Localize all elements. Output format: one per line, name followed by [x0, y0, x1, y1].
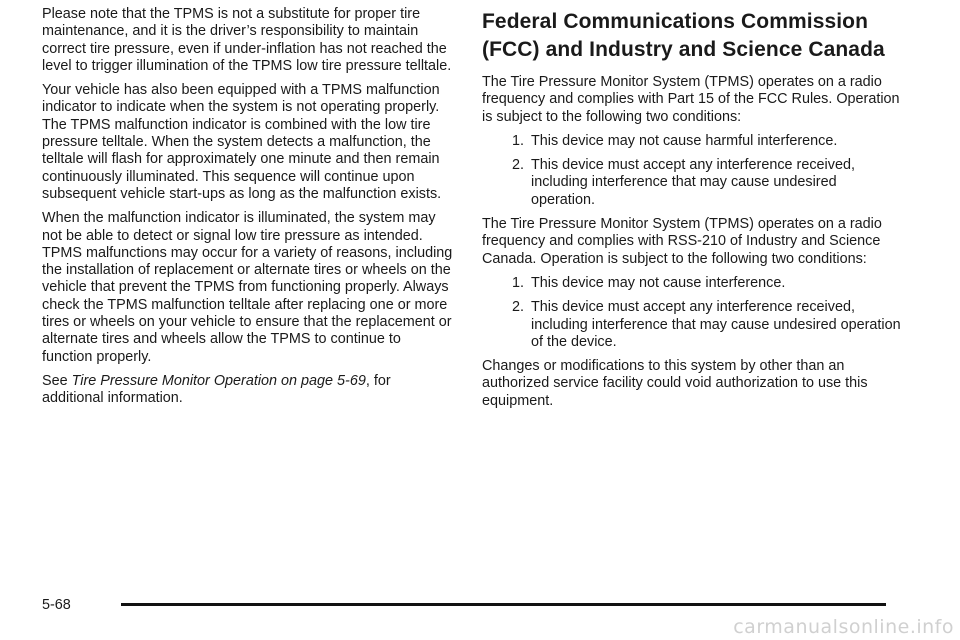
section-heading: Federal Communications Commission (FCC) and Industry and Science Canada: [482, 10, 885, 61]
list-number: 1.: [512, 274, 525, 291]
footer-divider: [121, 603, 886, 606]
paragraph-tpms-not-substitute: Please note that the TPMS is not a substitute for proper tire maintenance, and it is the driver’s responsibility to maintain correct tire pressure, even if under-inflation has not reached the level to trigger illumination of the TPMS low tire pressure telltale.: [42, 6, 452, 74]
list-item-text: This device must accept any interference received, including interference that may cause undesired operation.: [531, 157, 855, 208]
paragraph-malfunction-illuminated: When the malfunction indicator is illuminated, the system may not be able to detect or signal low tire pressure as intended. TPMS malfunctions may occur for a variety of reasons, including the installation of replacement or alternate tires or wheels on the vehicle that prevent the TPMS from functioning properly. Always check the TPMS malfunction telltale after replacing one or more tires or wheels on your vehicle to ensure that the replacement or alternate tires and wheels allow the TPMS to continue to function properly.: [42, 210, 453, 365]
page-number: 5-68: [42, 597, 71, 613]
left-column: [42, 6, 454, 415]
paragraph-modifications: Changes or modifications to this system by other than an authorized service facility could void authorization to use this equipment.: [482, 358, 868, 409]
section-heading-wrap: [482, 8, 902, 64]
list-number: 1.: [512, 132, 525, 149]
see-prefix: See: [42, 372, 72, 389]
list-number: 2.: [512, 157, 525, 174]
see-suffix: , for additional information.: [42, 372, 391, 407]
canada-conditions-list: [482, 275, 902, 351]
watermark-text: carmanualsonline.info: [733, 616, 954, 638]
list-item-text: This device must accept any interference received, including interference that may cause undesired operation of the device.: [531, 299, 901, 350]
list-number: 2.: [512, 299, 525, 316]
fcc-conditions-list: [482, 133, 902, 209]
right-column: [482, 6, 902, 417]
cross-reference-link[interactable]: Tire Pressure Monitor Operation on page 5-69: [71, 372, 366, 389]
paragraph-see-reference: [42, 373, 454, 408]
paragraph-canada-intro: The Tire Pressure Monitor System (TPMS) operates on a radio frequency and complies with RSS-210 of Industry and Science Canada. Operation is subject to the following two conditions:: [482, 216, 882, 267]
list-item: [512, 299, 902, 351]
list-item: [512, 157, 902, 209]
list-item: [512, 275, 902, 292]
list-item: [512, 133, 902, 150]
paragraph-malfunction-indicator: Your vehicle has also been equipped with a TPMS malfunction indicator to indicate when the system is not operating properly. The TPMS malfunction indicator is combined with the low tire pressure telltale. When the system detects a malfunction, the telltale will flash for approximately one minute and then remain continuously illuminated. This sequence will continue upon subsequent vehicle start-ups as long as the malfunction exists.: [42, 82, 442, 202]
list-item-text: This device may not cause interference.: [531, 274, 786, 291]
list-item-text: This device may not cause harmful interference.: [531, 132, 838, 149]
paragraph-fcc-intro: The Tire Pressure Monitor System (TPMS) operates on a radio frequency and complies with Part 15 of the FCC Rules. Operation is subject to the following two conditions:: [482, 74, 900, 125]
